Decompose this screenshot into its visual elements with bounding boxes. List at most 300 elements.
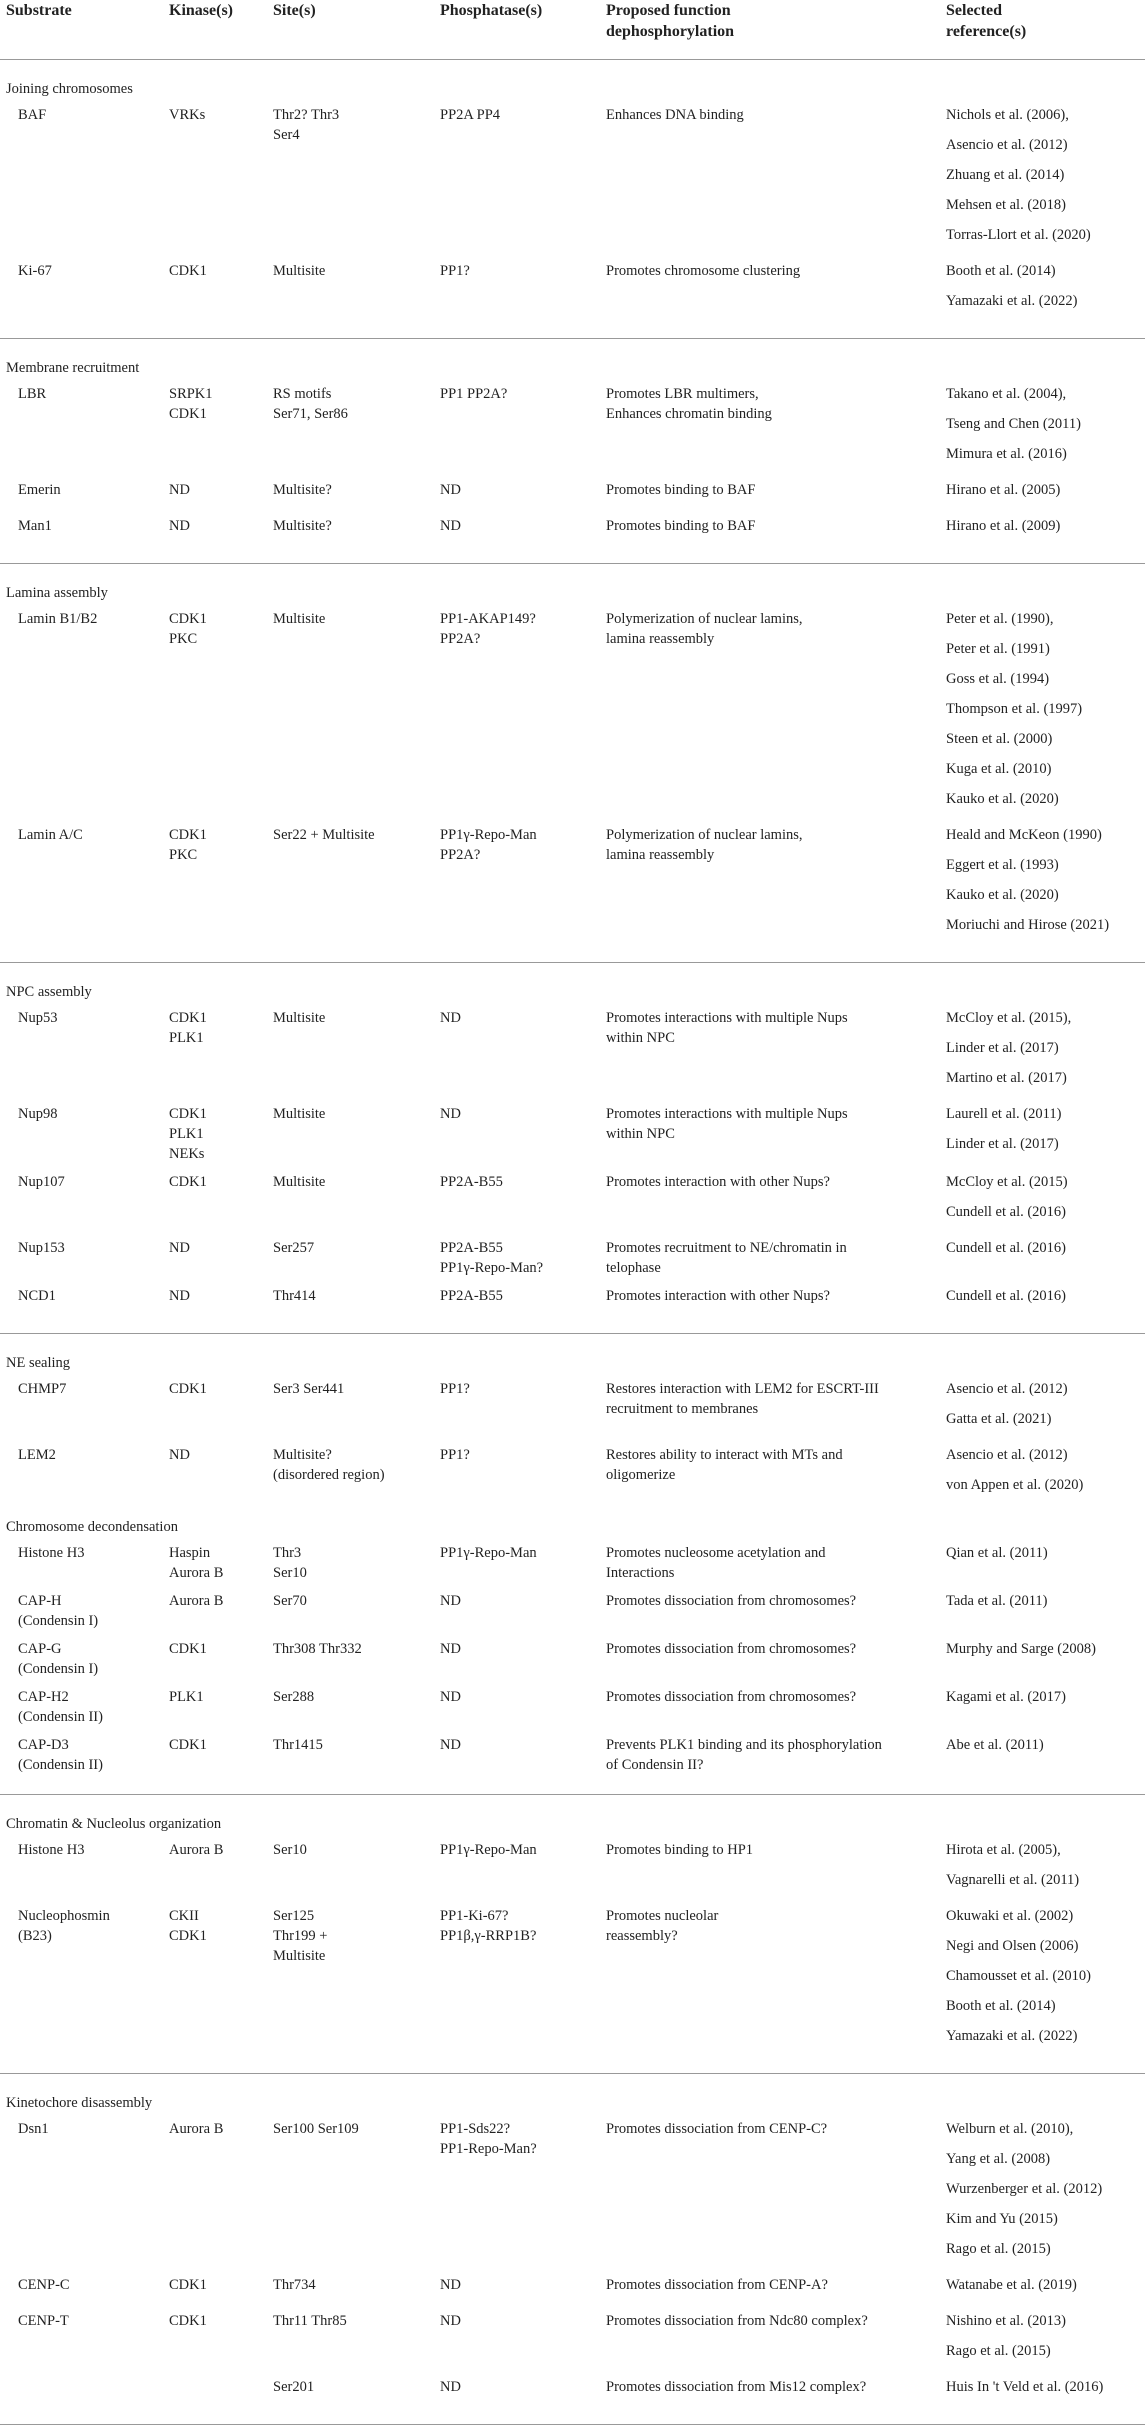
- cell-function: [600, 1735, 940, 1783]
- cell-refs: [940, 105, 1145, 261]
- cell-site: [267, 2311, 434, 2377]
- phosphatase-text: PP1γ-Repo-Man?: [440, 1260, 544, 1276]
- cell-phosphatase: [434, 1286, 600, 1322]
- kinase-text: CDK1: [169, 611, 207, 627]
- function-text: Promotes nucleosome acetylation and: [606, 1545, 826, 1561]
- cell-refs: [940, 1735, 1145, 1783]
- cell-substrate: [0, 1172, 163, 1238]
- cell-refs: [940, 609, 1145, 825]
- cell-kinase: [163, 105, 267, 261]
- table-row: [0, 1591, 1145, 1639]
- divider-line: [0, 2062, 1145, 2074]
- substrate-text: Emerin: [18, 482, 61, 498]
- site-text: Ser100 Ser109: [273, 2121, 359, 2137]
- reference-text: Tada et al. (2011): [946, 1593, 1048, 1609]
- function-text: oligomerize: [606, 1467, 676, 1483]
- site-text: Multisite: [273, 1106, 326, 1122]
- table-row: [0, 609, 1145, 825]
- section-title: NPC assembly: [6, 984, 92, 1000]
- table-row: [0, 1543, 1145, 1591]
- section-header: [0, 339, 1145, 385]
- section-divider: [0, 1322, 1145, 1334]
- cell-kinase: [163, 1379, 267, 1445]
- cell-substrate: [0, 1639, 163, 1687]
- site-text: Thr1415: [273, 1737, 323, 1753]
- reference-text: Hirota et al. (2005),: [946, 1842, 1061, 1858]
- cell-phosphatase: [434, 480, 600, 516]
- cell-substrate: [0, 1379, 163, 1445]
- phosphatase-text: PP2A PP4: [440, 107, 501, 123]
- kinase-text: NEKs: [169, 1146, 205, 1162]
- table-row: [0, 1639, 1145, 1687]
- kinase-text: SRPK1: [169, 386, 213, 402]
- site-text: Thr734: [273, 2277, 316, 2293]
- substrate-text: CHMP7: [18, 1381, 67, 1397]
- header-kinase: Kinase(s): [163, 0, 267, 60]
- reference-text: Steen et al. (2000): [946, 731, 1053, 747]
- cell-phosphatase: [434, 1591, 600, 1639]
- reference-text: Wurzenberger et al. (2012): [946, 2181, 1103, 2197]
- reference-text: Martino et al. (2017): [946, 1070, 1067, 1086]
- cell-site: [267, 2275, 434, 2311]
- cell-function: [600, 1591, 940, 1639]
- section-header: [0, 2074, 1145, 2120]
- function-text: Promotes nucleolar: [606, 1908, 719, 1924]
- substrate-text: Nup98: [18, 1106, 58, 1122]
- reference-text: Huis In 't Veld et al. (2016): [946, 2379, 1104, 2395]
- substrate-text: CAP-D3: [18, 1737, 69, 1753]
- cell-refs: [940, 1906, 1145, 2062]
- divider-line: [0, 1783, 1145, 1795]
- cell-kinase: [163, 1445, 267, 1511]
- reference-text: Yamazaki et al. (2022): [946, 2028, 1078, 2044]
- site-text: Thr11 Thr85: [273, 2313, 347, 2329]
- cell-site: [267, 105, 434, 261]
- cell-site: [267, 2119, 434, 2275]
- function-text: Promotes dissociation from chromosomes?: [606, 1689, 857, 1705]
- table-header: [0, 0, 1145, 60]
- phosphatase-text: ND: [440, 2277, 461, 2293]
- substrate-text: Man1: [18, 518, 52, 534]
- cell-kinase: [163, 2311, 267, 2377]
- table-row: [0, 1238, 1145, 1286]
- function-text: Promotes binding to BAF: [606, 518, 756, 534]
- kinase-text: ND: [169, 518, 190, 534]
- cell-refs: [940, 1008, 1145, 1104]
- function-text: Prevents PLK1 binding and its phosphorylation: [606, 1737, 882, 1753]
- cell-function: [600, 1840, 940, 1906]
- phosphatase-text: ND: [440, 1737, 461, 1753]
- kinase-text: CDK1: [169, 1737, 207, 1753]
- reference-text: Peter et al. (1990),: [946, 611, 1054, 627]
- header-function: Proposed function dephosphorylation: [600, 0, 940, 60]
- cell-kinase: [163, 480, 267, 516]
- cell-refs: [940, 825, 1145, 951]
- cell-substrate: [0, 825, 163, 951]
- site-text: Multisite?: [273, 482, 332, 498]
- cell-site: [267, 1840, 434, 1906]
- cell-substrate: [0, 1687, 163, 1735]
- cell-phosphatase: [434, 1238, 600, 1286]
- site-text: Multisite: [273, 611, 326, 627]
- function-text: within NPC: [606, 1030, 675, 1046]
- substrate-text: (Condensin I): [18, 1661, 99, 1677]
- site-text: Multisite?: [273, 1447, 332, 1463]
- reference-text: Kagami et al. (2017): [946, 1689, 1066, 1705]
- reference-text: Chamousset et al. (2010): [946, 1968, 1091, 1984]
- reference-text: Goss et al. (1994): [946, 671, 1050, 687]
- site-text: Multisite: [273, 263, 326, 279]
- cell-kinase: [163, 2119, 267, 2275]
- cell-refs: [940, 261, 1145, 327]
- cell-refs: [940, 1639, 1145, 1687]
- site-text: Ser22 + Multisite: [273, 827, 375, 843]
- function-text: Promotes binding to BAF: [606, 482, 756, 498]
- kinase-text: ND: [169, 482, 190, 498]
- table-row: [0, 516, 1145, 552]
- reference-text: Yang et al. (2008): [946, 2151, 1051, 2167]
- cell-substrate: [0, 516, 163, 552]
- cell-phosphatase: [434, 1172, 600, 1238]
- cell-refs: [940, 2119, 1145, 2275]
- table-row: [0, 1286, 1145, 1322]
- substrate-text: LBR: [18, 386, 47, 402]
- table-row: [0, 1172, 1145, 1238]
- cell-phosphatase: [434, 1735, 600, 1783]
- phosphatase-text: PP1β,γ-RRP1B?: [440, 1928, 537, 1944]
- section-header: [0, 60, 1145, 106]
- kinase-text: Aurora B: [169, 1565, 224, 1581]
- section-divider: [0, 552, 1145, 564]
- site-text: Ser3 Ser441: [273, 1381, 345, 1397]
- cell-substrate: [0, 480, 163, 516]
- reference-text: Nichols et al. (2006),: [946, 107, 1069, 123]
- function-text: Promotes dissociation from Mis12 complex?: [606, 2379, 867, 2395]
- cell-phosphatase: [434, 1687, 600, 1735]
- cell-substrate: [0, 1840, 163, 1906]
- table-row: [0, 2311, 1145, 2377]
- reference-text: McCloy et al. (2015),: [946, 1010, 1072, 1026]
- cell-substrate: [0, 1591, 163, 1639]
- reference-text: Rago et al. (2015): [946, 2241, 1051, 2257]
- site-text: Ser201: [273, 2379, 315, 2395]
- cell-function: [600, 480, 940, 516]
- kinase-text: CDK1: [169, 1010, 207, 1026]
- table-body: [0, 60, 1145, 2425]
- table-row: [0, 1104, 1145, 1172]
- function-text: Enhances chromatin binding: [606, 406, 772, 422]
- reference-text: Tseng and Chen (2011): [946, 416, 1081, 432]
- cell-function: [600, 2377, 940, 2413]
- section-header: [0, 1334, 1145, 1380]
- reference-text: Asencio et al. (2012): [946, 137, 1068, 153]
- cell-phosphatase: [434, 2311, 600, 2377]
- phosphatase-text: PP2A-B55: [440, 1288, 503, 1304]
- kinase-text: CDK1: [169, 827, 207, 843]
- site-text: Thr414: [273, 1288, 316, 1304]
- table-row: [0, 1687, 1145, 1735]
- cell-site: [267, 1735, 434, 1783]
- phosphatase-text: ND: [440, 482, 461, 498]
- cell-refs: [940, 516, 1145, 552]
- cell-phosphatase: [434, 384, 600, 480]
- function-text: Promotes dissociation from Ndc80 complex?: [606, 2313, 868, 2329]
- reference-text: Asencio et al. (2012): [946, 1447, 1068, 1463]
- cell-refs: [940, 1104, 1145, 1172]
- reference-text: Nishino et al. (2013): [946, 2313, 1067, 2329]
- kinase-text: VRKs: [169, 107, 206, 123]
- cell-substrate: [0, 261, 163, 327]
- cell-site: [267, 1639, 434, 1687]
- cell-site: [267, 384, 434, 480]
- cell-phosphatase: [434, 825, 600, 951]
- phosphatase-text: ND: [440, 2379, 461, 2395]
- cell-function: [600, 2275, 940, 2311]
- cell-site: [267, 1591, 434, 1639]
- cell-refs: [940, 2275, 1145, 2311]
- phosphatase-text: PP1?: [440, 263, 470, 279]
- reference-text: Kim and Yu (2015): [946, 2211, 1058, 2227]
- cell-site: [267, 1687, 434, 1735]
- function-text: lamina reassembly: [606, 631, 715, 647]
- cell-site: [267, 1104, 434, 1172]
- cell-refs: [940, 1172, 1145, 1238]
- substrate-text: CAP-H2: [18, 1689, 69, 1705]
- site-text: Multisite?: [273, 518, 332, 534]
- site-text: Thr3: [273, 1545, 302, 1561]
- cell-substrate: [0, 609, 163, 825]
- phosphatase-text: ND: [440, 1689, 461, 1705]
- function-text: Restores interaction with LEM2 for ESCRT-III: [606, 1381, 879, 1397]
- cell-refs: [940, 1445, 1145, 1511]
- phosphatase-text: PP2A-B55: [440, 1174, 503, 1190]
- section-divider: [0, 327, 1145, 339]
- kinase-text: Aurora B: [169, 1593, 224, 1609]
- cell-site: [267, 1445, 434, 1511]
- section-title: Chromatin & Nucleolus organization: [6, 1816, 222, 1832]
- reference-text: Cundell et al. (2016): [946, 1288, 1067, 1304]
- function-text: Promotes interaction with other Nups?: [606, 1288, 830, 1304]
- cell-substrate: [0, 1008, 163, 1104]
- kinase-text: Aurora B: [169, 2121, 224, 2137]
- substrate-text: (Condensin I): [18, 1613, 99, 1629]
- reference-text: Laurell et al. (2011): [946, 1106, 1062, 1122]
- function-text: Promotes binding to HP1: [606, 1842, 754, 1858]
- reference-text: Okuwaki et al. (2002): [946, 1908, 1074, 1924]
- cell-function: [600, 1543, 940, 1591]
- cell-refs: [940, 1840, 1145, 1906]
- function-text: within NPC: [606, 1126, 675, 1142]
- section-divider: [0, 2413, 1145, 2425]
- cell-kinase: [163, 1591, 267, 1639]
- reference-text: Hirano et al. (2009): [946, 518, 1061, 534]
- cell-kinase: [163, 1286, 267, 1322]
- cell-kinase: [163, 2377, 267, 2413]
- reference-text: Welburn et al. (2010),: [946, 2121, 1074, 2137]
- reference-text: Watanabe et al. (2019): [946, 2277, 1077, 2293]
- kinase-text: ND: [169, 1240, 190, 1256]
- reference-text: Linder et al. (2017): [946, 1040, 1059, 1056]
- divider-line: [0, 1322, 1145, 1334]
- site-text: Ser257: [273, 1240, 315, 1256]
- cell-kinase: [163, 1172, 267, 1238]
- divider-line: [0, 327, 1145, 339]
- cell-kinase: [163, 1104, 267, 1172]
- reference-text: Kauko et al. (2020): [946, 887, 1059, 903]
- kinase-text: PKC: [169, 847, 198, 863]
- kinase-text: PLK1: [169, 1689, 204, 1705]
- table-row: [0, 2275, 1145, 2311]
- cell-substrate: [0, 2377, 163, 2413]
- table-row: [0, 1445, 1145, 1511]
- function-text: Polymerization of nuclear lamins,: [606, 827, 803, 843]
- cell-site: [267, 261, 434, 327]
- reference-text: Asencio et al. (2012): [946, 1381, 1068, 1397]
- function-text: Promotes recruitment to NE/chromatin in: [606, 1240, 847, 1256]
- reference-text: Booth et al. (2014): [946, 263, 1056, 279]
- cell-function: [600, 1687, 940, 1735]
- site-text: Ser10: [273, 1565, 307, 1581]
- reference-text: Negi and Olsen (2006): [946, 1938, 1079, 1954]
- cell-refs: [940, 384, 1145, 480]
- site-text: Multisite: [273, 1174, 326, 1190]
- phosphatase-text: PP1 PP2A?: [440, 386, 508, 402]
- reference-text: Booth et al. (2014): [946, 1998, 1056, 2014]
- cell-site: [267, 1286, 434, 1322]
- cell-phosphatase: [434, 1445, 600, 1511]
- substrate-text: Dsn1: [18, 2121, 49, 2137]
- cell-phosphatase: [434, 1639, 600, 1687]
- cell-function: [600, 384, 940, 480]
- section-divider: [0, 2062, 1145, 2074]
- cell-kinase: [163, 261, 267, 327]
- cell-phosphatase: [434, 1543, 600, 1591]
- cell-substrate: [0, 105, 163, 261]
- reference-text: Kauko et al. (2020): [946, 791, 1059, 807]
- cell-function: [600, 1445, 940, 1511]
- section-title: NE sealing: [6, 1355, 71, 1371]
- substrate-text: Histone H3: [18, 1545, 85, 1561]
- cell-function: [600, 1104, 940, 1172]
- cell-substrate: [0, 1104, 163, 1172]
- cell-phosphatase: [434, 261, 600, 327]
- function-text: Enhances DNA binding: [606, 107, 744, 123]
- cell-site: [267, 1379, 434, 1445]
- table-row: [0, 2119, 1145, 2275]
- table-row: [0, 261, 1145, 327]
- function-text: Promotes chromosome clustering: [606, 263, 801, 279]
- reference-text: McCloy et al. (2015): [946, 1174, 1068, 1190]
- function-text: Polymerization of nuclear lamins,: [606, 611, 803, 627]
- substrate-text: Lamin A/C: [18, 827, 83, 843]
- cell-function: [600, 1238, 940, 1286]
- header-phosphatase: Phosphatase(s): [434, 0, 600, 60]
- kinase-text: CDK1: [169, 1928, 207, 1944]
- section-title: Joining chromosomes: [6, 81, 133, 97]
- table-row: [0, 384, 1145, 480]
- cell-site: [267, 825, 434, 951]
- kinase-text: Haspin: [169, 1545, 211, 1561]
- reference-text: Rago et al. (2015): [946, 2343, 1051, 2359]
- cell-site: [267, 1238, 434, 1286]
- cell-kinase: [163, 1906, 267, 2062]
- reference-text: Zhuang et al. (2014): [946, 167, 1065, 183]
- cell-function: [600, 1286, 940, 1322]
- cell-function: [600, 516, 940, 552]
- reference-text: Eggert et al. (1993): [946, 857, 1059, 873]
- cell-phosphatase: [434, 516, 600, 552]
- site-text: Multisite: [273, 1948, 326, 1964]
- function-text: Promotes dissociation from chromosomes?: [606, 1641, 857, 1657]
- cell-kinase: [163, 1687, 267, 1735]
- function-text: Promotes interaction with other Nups?: [606, 1174, 830, 1190]
- function-text: lamina reassembly: [606, 847, 715, 863]
- phosphatase-text: ND: [440, 1106, 461, 1122]
- site-text: Ser10: [273, 1842, 307, 1858]
- substrate-text: BAF: [18, 107, 47, 123]
- cell-phosphatase: [434, 1379, 600, 1445]
- kinase-text: ND: [169, 1288, 190, 1304]
- cell-kinase: [163, 1238, 267, 1286]
- function-text: recruitment to membranes: [606, 1401, 759, 1417]
- cell-function: [600, 2119, 940, 2275]
- reference-text: Torras-Llort et al. (2020): [946, 227, 1091, 243]
- reference-text: Cundell et al. (2016): [946, 1204, 1067, 1220]
- function-text: of Condensin II?: [606, 1757, 704, 1773]
- cell-phosphatase: [434, 1906, 600, 2062]
- site-text: Ser4: [273, 127, 300, 143]
- cell-site: [267, 609, 434, 825]
- substrate-text: NCD1: [18, 1288, 56, 1304]
- cell-refs: [940, 1379, 1145, 1445]
- site-text: Multisite: [273, 1010, 326, 1026]
- section-header: [0, 1795, 1145, 1841]
- table-row: [0, 1840, 1145, 1906]
- kinase-text: PKC: [169, 631, 198, 647]
- cell-kinase: [163, 1639, 267, 1687]
- phosphatase-text: PP1γ-Repo-Man: [440, 1842, 537, 1858]
- section-divider: [0, 951, 1145, 963]
- phosphatase-text: PP1?: [440, 1381, 470, 1397]
- cell-substrate: [0, 1735, 163, 1783]
- phosphatase-text: PP1?: [440, 1447, 470, 1463]
- site-text: Thr199 +: [273, 1928, 328, 1944]
- site-text: Ser125: [273, 1908, 315, 1924]
- substrate-text: Nup107: [18, 1174, 65, 1190]
- section-title: Kinetochore disassembly: [6, 2095, 153, 2111]
- cell-refs: [940, 1286, 1145, 1322]
- kinase-text: CDK1: [169, 2313, 207, 2329]
- cell-substrate: [0, 1238, 163, 1286]
- cell-function: [600, 825, 940, 951]
- site-text: RS motifs: [273, 386, 332, 402]
- cell-substrate: [0, 1543, 163, 1591]
- cell-phosphatase: [434, 105, 600, 261]
- cell-site: [267, 2377, 434, 2413]
- cell-phosphatase: [434, 1840, 600, 1906]
- header-site: Site(s): [267, 0, 434, 60]
- site-text: (disordered region): [273, 1467, 385, 1483]
- cell-refs: [940, 2377, 1145, 2413]
- substrate-text: LEM2: [18, 1447, 56, 1463]
- section-header: [0, 564, 1145, 610]
- function-text: Promotes LBR multimers,: [606, 386, 759, 402]
- table-row: [0, 1906, 1145, 2062]
- reference-text: Kuga et al. (2010): [946, 761, 1052, 777]
- cell-function: [600, 1639, 940, 1687]
- phosphatase-text: PP1-Ki-67?: [440, 1908, 509, 1924]
- section-divider: [0, 1783, 1145, 1795]
